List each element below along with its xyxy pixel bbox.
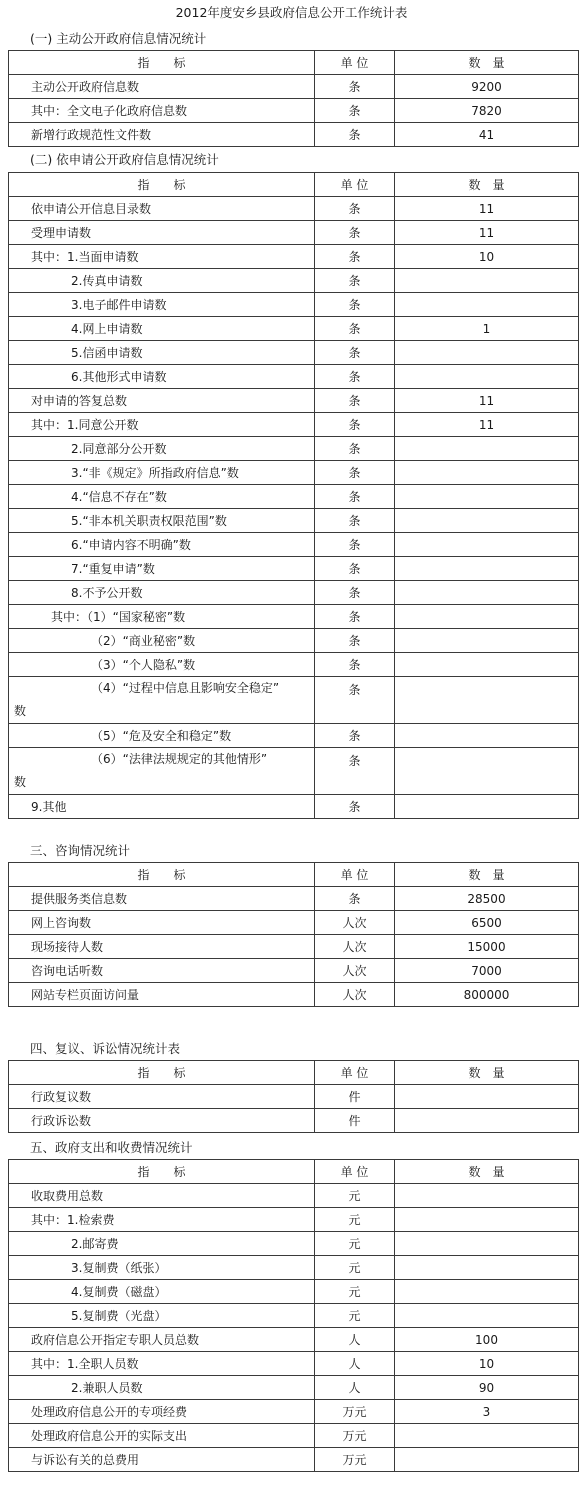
row-quantity: 11 xyxy=(395,413,579,437)
row-label: 现场接待人数 xyxy=(9,935,315,959)
table-proactive-disclosure xyxy=(8,50,579,147)
header-unit: 单 位 xyxy=(315,1061,395,1085)
row-label: 行政诉讼数 xyxy=(9,1109,315,1133)
row-quantity xyxy=(395,485,579,509)
row-quantity xyxy=(395,1304,579,1328)
table-row xyxy=(9,413,579,437)
row-label xyxy=(9,677,315,724)
row-unit: 万元 xyxy=(315,1448,395,1472)
table-row xyxy=(9,1232,579,1256)
row-unit: 条 xyxy=(315,317,395,341)
row-label: 4.“信息不存在”数 xyxy=(9,485,315,509)
row-label: 提供服务类信息数 xyxy=(9,887,315,911)
row-label: 政府信息公开指定专职人员总数 xyxy=(9,1328,315,1352)
table-row xyxy=(9,795,579,819)
row-label: （3）“个人隐私”数 xyxy=(9,653,315,677)
table-row xyxy=(9,1256,579,1280)
table-row xyxy=(9,1109,579,1133)
table-header-row xyxy=(9,863,579,887)
row-unit: 条 xyxy=(315,413,395,437)
row-quantity xyxy=(395,509,579,533)
row-label: 对申请的答复总数 xyxy=(9,389,315,413)
row-unit: 条 xyxy=(315,269,395,293)
table-row xyxy=(9,724,579,748)
row-unit: 元 xyxy=(315,1184,395,1208)
row-label: 7.“重复申请”数 xyxy=(9,557,315,581)
row-label: 8.不予公开数 xyxy=(9,581,315,605)
section-title-consultation: 三、咨询情况统计 xyxy=(30,843,131,858)
header-unit: 单 位 xyxy=(315,51,395,75)
table-consultation xyxy=(8,862,579,1007)
row-quantity: 7820 xyxy=(395,99,579,123)
row-label: 处理政府信息公开的专项经费 xyxy=(9,1400,315,1424)
row-unit: 条 xyxy=(315,99,395,123)
header-indicator: 指 标 xyxy=(9,1061,315,1085)
section-title-proactive: (一) 主动公开政府信息情况统计 xyxy=(30,31,207,46)
row-label: 其中：1.检索费 xyxy=(9,1208,315,1232)
row-quantity xyxy=(395,533,579,557)
row-label: 受理申请数 xyxy=(9,221,315,245)
row-unit: 人次 xyxy=(315,983,395,1007)
row-unit: 条 xyxy=(315,653,395,677)
table-row xyxy=(9,605,579,629)
table-row xyxy=(9,629,579,653)
row-quantity xyxy=(395,1232,579,1256)
row-quantity xyxy=(395,1208,579,1232)
row-label: 2.兼职人员数 xyxy=(9,1376,315,1400)
row-quantity: 41 xyxy=(395,123,579,147)
table-row xyxy=(9,533,579,557)
table-row xyxy=(9,245,579,269)
row-unit: 条 xyxy=(315,557,395,581)
row-quantity: 9200 xyxy=(395,75,579,99)
row-label: 4.网上申请数 xyxy=(9,317,315,341)
section-title-review-litigation: 四、复议、诉讼情况统计表 xyxy=(30,1041,181,1056)
table-row xyxy=(9,269,579,293)
row-unit: 人 xyxy=(315,1376,395,1400)
table-header-row xyxy=(9,1061,579,1085)
table-row xyxy=(9,197,579,221)
row-quantity xyxy=(395,293,579,317)
table-row xyxy=(9,959,579,983)
row-quantity xyxy=(395,1448,579,1472)
row-quantity: 15000 xyxy=(395,935,579,959)
row-quantity xyxy=(395,629,579,653)
row-label-line2: 数 xyxy=(14,775,27,789)
row-label: 2.传真申请数 xyxy=(9,269,315,293)
row-label: 依申请公开信息目录数 xyxy=(9,197,315,221)
row-unit: 条 xyxy=(315,461,395,485)
table-row xyxy=(9,485,579,509)
table-row xyxy=(9,581,579,605)
row-quantity xyxy=(395,365,579,389)
row-quantity xyxy=(395,1085,579,1109)
table-row xyxy=(9,1376,579,1400)
row-unit: 件 xyxy=(315,1085,395,1109)
row-unit: 条 xyxy=(315,341,395,365)
header-indicator: 指 标 xyxy=(9,173,315,197)
row-quantity: 11 xyxy=(395,389,579,413)
row-label: 2.同意部分公开数 xyxy=(9,437,315,461)
row-quantity xyxy=(395,795,579,819)
row-label: 5.复制费（光盘） xyxy=(9,1304,315,1328)
row-unit: 元 xyxy=(315,1208,395,1232)
table-expenditure-fees xyxy=(8,1159,579,1472)
section-title-on-request: (二) 依申请公开政府信息情况统计 xyxy=(30,152,219,167)
row-unit: 条 xyxy=(315,581,395,605)
row-quantity xyxy=(395,677,579,724)
row-label: 主动公开政府信息数 xyxy=(9,75,315,99)
header-quantity: 数 量 xyxy=(395,1061,579,1085)
row-label: 其中：1.全职人员数 xyxy=(9,1352,315,1376)
row-unit: 条 xyxy=(315,389,395,413)
header-indicator: 指 标 xyxy=(9,1160,315,1184)
row-unit: 条 xyxy=(315,677,395,724)
row-label: 其中：（1）“国家秘密”数 xyxy=(9,605,315,629)
row-unit: 条 xyxy=(315,293,395,317)
row-quantity: 7000 xyxy=(395,959,579,983)
row-unit: 条 xyxy=(315,605,395,629)
row-label-line1: （6）“法律法规规定的其他情形” xyxy=(91,752,268,766)
table-row xyxy=(9,1424,579,1448)
row-quantity xyxy=(395,1109,579,1133)
row-label: （2）“商业秘密”数 xyxy=(9,629,315,653)
header-unit: 单 位 xyxy=(315,173,395,197)
header-quantity: 数 量 xyxy=(395,51,579,75)
table-row xyxy=(9,437,579,461)
row-label: 4.复制费（磁盘） xyxy=(9,1280,315,1304)
row-unit: 元 xyxy=(315,1232,395,1256)
row-label: 与诉讼有关的总费用 xyxy=(9,1448,315,1472)
table-row xyxy=(9,461,579,485)
row-label: 网上咨询数 xyxy=(9,911,315,935)
header-indicator: 指 标 xyxy=(9,51,315,75)
row-label: 行政复议数 xyxy=(9,1085,315,1109)
table-row xyxy=(9,1184,579,1208)
row-label: 3.电子邮件申请数 xyxy=(9,293,315,317)
row-label: 6.其他形式申请数 xyxy=(9,365,315,389)
row-unit: 条 xyxy=(315,75,395,99)
row-label: 新增行政规范性文件数 xyxy=(9,123,315,147)
row-quantity xyxy=(395,461,579,485)
row-unit: 元 xyxy=(315,1280,395,1304)
row-quantity xyxy=(395,1256,579,1280)
row-unit: 元 xyxy=(315,1304,395,1328)
table-row xyxy=(9,1208,579,1232)
row-unit: 条 xyxy=(315,795,395,819)
row-unit: 人次 xyxy=(315,935,395,959)
header-unit: 单 位 xyxy=(315,863,395,887)
row-quantity xyxy=(395,557,579,581)
row-quantity: 11 xyxy=(395,197,579,221)
row-unit: 条 xyxy=(315,437,395,461)
table-row xyxy=(9,509,579,533)
row-quantity: 3 xyxy=(395,1400,579,1424)
table-row xyxy=(9,557,579,581)
row-quantity xyxy=(395,605,579,629)
row-label: 其中：1.同意公开数 xyxy=(9,413,315,437)
row-label xyxy=(9,748,315,795)
table-row xyxy=(9,653,579,677)
row-quantity: 90 xyxy=(395,1376,579,1400)
row-label-line2: 数 xyxy=(14,704,27,718)
row-quantity: 6500 xyxy=(395,911,579,935)
table-header-row xyxy=(9,173,579,197)
table-row xyxy=(9,1352,579,1376)
row-label: 咨询电话听数 xyxy=(9,959,315,983)
row-unit: 万元 xyxy=(315,1424,395,1448)
header-quantity: 数 量 xyxy=(395,863,579,887)
table-row xyxy=(9,1085,579,1109)
table-on-request-disclosure xyxy=(8,172,579,819)
row-label: 3.“非《规定》所指政府信息”数 xyxy=(9,461,315,485)
table-row xyxy=(9,99,579,123)
section-title-expenditure-fees: 五、政府支出和收费情况统计 xyxy=(30,1140,193,1155)
row-label: 处理政府信息公开的实际支出 xyxy=(9,1424,315,1448)
row-quantity xyxy=(395,437,579,461)
row-unit: 条 xyxy=(315,724,395,748)
row-quantity xyxy=(395,581,579,605)
table-row xyxy=(9,365,579,389)
table-row xyxy=(9,221,579,245)
row-label: 5.“非本机关职责权限范围”数 xyxy=(9,509,315,533)
row-label: 其中：1.当面申请数 xyxy=(9,245,315,269)
table-row xyxy=(9,887,579,911)
row-quantity xyxy=(395,341,579,365)
row-label: （5）“危及安全和稳定”数 xyxy=(9,724,315,748)
header-indicator: 指 标 xyxy=(9,863,315,887)
row-label: 收取费用总数 xyxy=(9,1184,315,1208)
table-row xyxy=(9,1400,579,1424)
row-quantity xyxy=(395,269,579,293)
row-label-line1: （4）“过程中信息且影响安全稳定” xyxy=(91,681,280,695)
row-label: 5.信函申请数 xyxy=(9,341,315,365)
row-unit: 条 xyxy=(315,485,395,509)
table-row xyxy=(9,317,579,341)
row-unit: 条 xyxy=(315,197,395,221)
table-row xyxy=(9,1328,579,1352)
row-unit: 条 xyxy=(315,123,395,147)
row-quantity xyxy=(395,1424,579,1448)
row-label: 2.邮寄费 xyxy=(9,1232,315,1256)
row-quantity: 100 xyxy=(395,1328,579,1352)
row-unit: 条 xyxy=(315,221,395,245)
row-quantity: 10 xyxy=(395,1352,579,1376)
row-label: 6.“申请内容不明确”数 xyxy=(9,533,315,557)
table-row xyxy=(9,341,579,365)
row-unit: 条 xyxy=(315,748,395,795)
row-quantity: 28500 xyxy=(395,887,579,911)
row-unit: 人次 xyxy=(315,959,395,983)
table-row xyxy=(9,1304,579,1328)
row-unit: 人次 xyxy=(315,911,395,935)
row-quantity xyxy=(395,1184,579,1208)
row-unit: 人 xyxy=(315,1352,395,1376)
row-unit: 条 xyxy=(315,887,395,911)
table-row xyxy=(9,1448,579,1472)
table-row xyxy=(9,911,579,935)
row-unit: 万元 xyxy=(315,1400,395,1424)
row-unit: 条 xyxy=(315,245,395,269)
row-label: 3.复制费（纸张） xyxy=(9,1256,315,1280)
table-header-row xyxy=(9,51,579,75)
header-unit: 单 位 xyxy=(315,1160,395,1184)
table-row xyxy=(9,389,579,413)
table-row xyxy=(9,983,579,1007)
row-quantity: 800000 xyxy=(395,983,579,1007)
table-row xyxy=(9,935,579,959)
row-unit: 人 xyxy=(315,1328,395,1352)
table-row xyxy=(9,677,579,724)
row-quantity: 10 xyxy=(395,245,579,269)
header-quantity: 数 量 xyxy=(395,1160,579,1184)
table-row xyxy=(9,123,579,147)
row-label: 其中：全文电子化政府信息数 xyxy=(9,99,315,123)
table-header-row xyxy=(9,1160,579,1184)
row-unit: 条 xyxy=(315,365,395,389)
row-quantity: 11 xyxy=(395,221,579,245)
row-unit: 条 xyxy=(315,509,395,533)
table-row xyxy=(9,75,579,99)
row-quantity xyxy=(395,748,579,795)
row-unit: 件 xyxy=(315,1109,395,1133)
row-unit: 元 xyxy=(315,1256,395,1280)
row-quantity: 1 xyxy=(395,317,579,341)
table-review-litigation xyxy=(8,1060,579,1133)
row-label: 9.其他 xyxy=(9,795,315,819)
table-row xyxy=(9,748,579,795)
row-label: 网站专栏页面访问量 xyxy=(9,983,315,1007)
table-row xyxy=(9,1280,579,1304)
row-unit: 条 xyxy=(315,533,395,557)
header-quantity: 数 量 xyxy=(395,173,579,197)
row-quantity xyxy=(395,653,579,677)
table-row xyxy=(9,293,579,317)
row-quantity xyxy=(395,724,579,748)
row-quantity xyxy=(395,1280,579,1304)
document-title: 2012年度安乡县政府信息公开工作统计表 xyxy=(175,5,408,20)
row-unit: 条 xyxy=(315,629,395,653)
